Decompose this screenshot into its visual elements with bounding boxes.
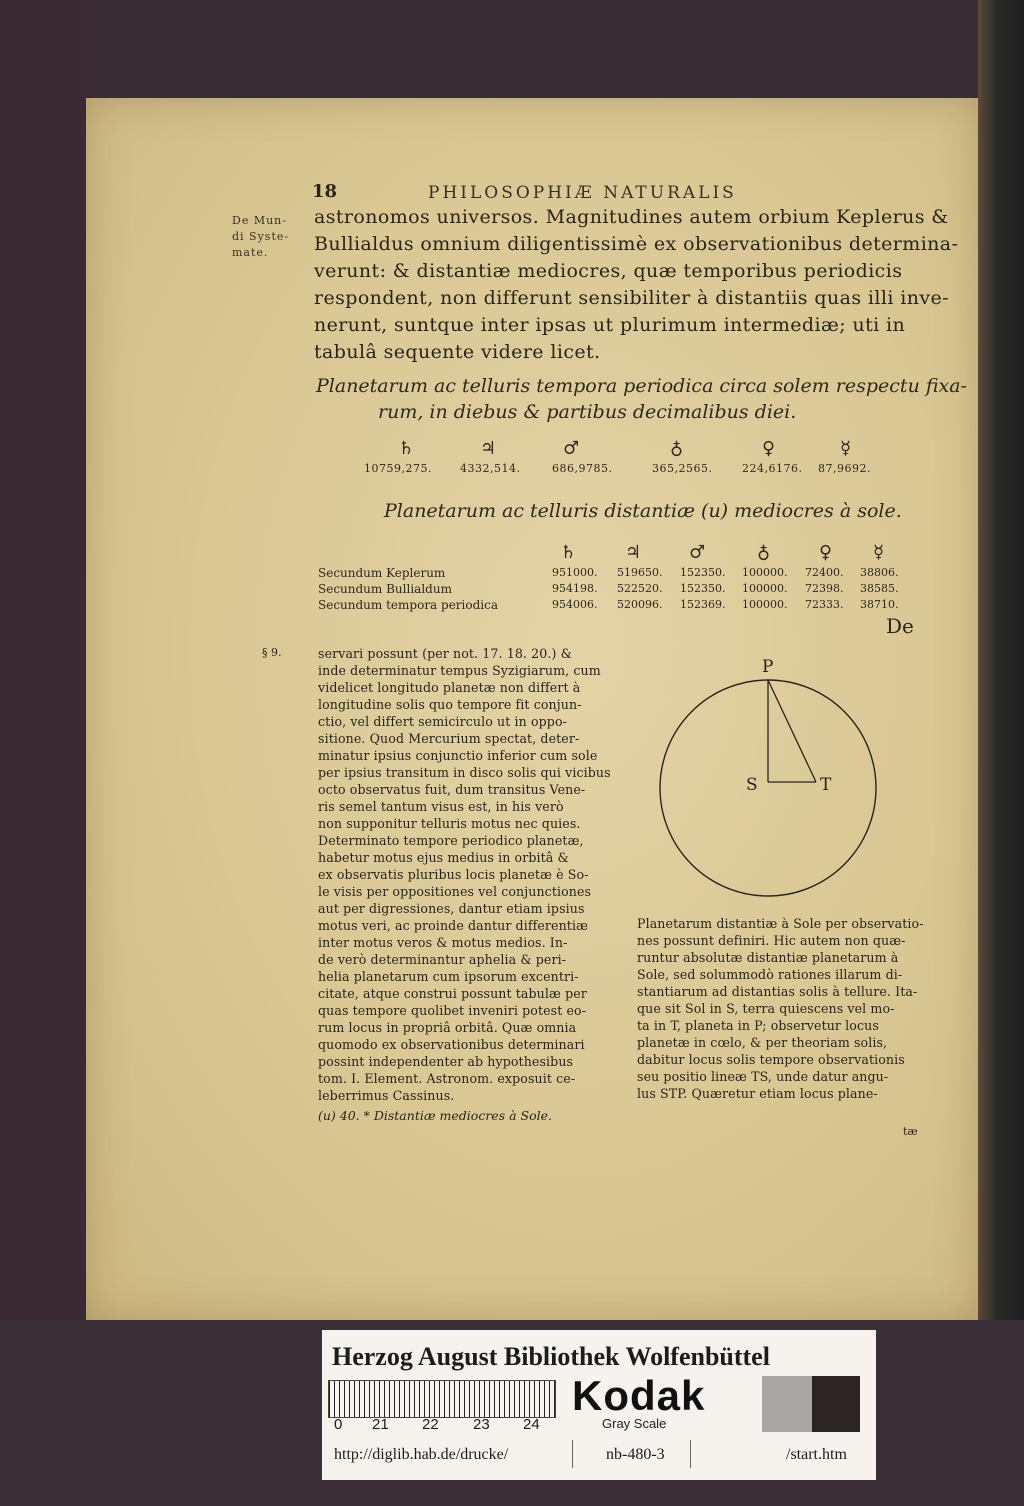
line-pt [768, 680, 816, 782]
period-value: 87,9692. [818, 462, 871, 475]
table2-caption: Planetarum ac telluris distantiæ (u) mediocres à sole. [384, 500, 902, 522]
body-line: respondent, non differunt sensibiliter à distantiis quas illi inve- [314, 287, 949, 309]
left-column-line: citate, atque construi possunt tabulæ per [318, 986, 587, 1001]
left-column-line: quomodo ex observationibus determinari [318, 1037, 585, 1052]
left-column-line: le visis per oppositiones vel conjunctiones [318, 884, 592, 899]
footnote: (u) 40. * Distantiæ mediocres à Sole. [318, 1108, 552, 1123]
scale-number: 23 [473, 1416, 490, 1433]
label-t: T [820, 775, 832, 795]
section-mark: § 9. [262, 646, 282, 659]
distance-cell: 522520. [617, 582, 663, 595]
backdrop-right [978, 0, 1024, 1506]
distance-cell: 954006. [552, 598, 598, 611]
left-column-line: tom. I. Element. Astronom. exposuit ce- [318, 1071, 576, 1086]
row-label-periodica: Secundum tempora periodica [318, 598, 498, 612]
saturn-symbol: ♄ [398, 438, 415, 459]
right-column-line: Planetarum distantiæ à Sole per observatio- [637, 916, 924, 931]
body-line: tabulâ sequente videre licet. [314, 341, 601, 363]
left-column-line: ris semel tantum visus est, in his verò [318, 799, 564, 814]
period-value: 4332,514. [460, 462, 521, 475]
distance-cell: 72400. [805, 566, 844, 579]
black-patch [812, 1376, 860, 1432]
distance-cell: 72398. [805, 582, 844, 595]
right-column-line: seu positio lineæ TS, unde datur angu- [637, 1069, 889, 1084]
left-column-line: aut per digressiones, dantur etiam ipsius [318, 901, 585, 916]
body-line: astronomos universos. Magnitudines autem orbium Keplerus & [314, 206, 949, 228]
left-column-line: videlicet longitudo planetæ non differt à [318, 680, 581, 695]
left-column-line: inter motus veros & motus medios. In- [318, 935, 568, 950]
row-label-keplerus: Secundum Keplerum [318, 566, 446, 580]
backdrop-top [0, 0, 1024, 100]
jupiter-symbol: ♃ [625, 542, 642, 563]
left-column-line: motus veri, ac proinde dantur differentiæ [318, 918, 589, 933]
running-head: PHILOSOPHIÆ NATURALIS [428, 183, 737, 203]
left-column-line: ctio, vel differt semicirculo ut in oppo- [318, 714, 568, 729]
distance-cell: 72333. [805, 598, 844, 611]
right-column-line: runtur absolutæ distantiæ planetarum à [637, 950, 899, 965]
catchword-top: De [886, 614, 914, 638]
left-column-line: de verò determinantur aphelia & peri- [318, 952, 567, 967]
mercury-symbol: ☿ [873, 542, 885, 563]
scale-number: 22 [422, 1416, 439, 1433]
distance-cell: 38806. [860, 566, 899, 579]
right-column-line: Sole, sed solummodò rationes illarum di- [637, 967, 903, 982]
gray-patch [762, 1376, 812, 1432]
distance-cell: 951000. [552, 566, 598, 579]
distance-cell: 100000. [742, 582, 788, 595]
distance-cell: 520096. [617, 598, 663, 611]
left-column-line: possint independenter ab hypothesibus [318, 1054, 574, 1069]
scale-number: 0 [334, 1416, 343, 1433]
left-column-line: habetur motus ejus medius in orbitâ & [318, 850, 569, 865]
mercury-symbol: ☿ [840, 438, 852, 459]
left-column-line: non supponitur telluris motus nec quies. [318, 816, 581, 831]
left-column-line: Determinato tempore periodico planetæ, [318, 833, 584, 848]
left-column-line: longitudine solis quo tempore fit conjun- [318, 697, 582, 712]
right-column-line: lus STP. Quæretur etiam locus plane- [637, 1086, 878, 1101]
left-column-line: helia planetarum cum ipsorum excentri- [318, 969, 579, 984]
backdrop-left [0, 0, 86, 1506]
left-column-line: per ipsius transitum in disco solis qui vicibus [318, 765, 611, 780]
gray-scale-label: Gray Scale [602, 1416, 667, 1431]
body-line: verunt: & distantiæ mediocres, quæ temporibus periodicis [314, 260, 903, 282]
distance-cell: 100000. [742, 566, 788, 579]
earth-symbol: ♁ [757, 542, 771, 563]
distance-cell: 954198. [552, 582, 598, 595]
body-line: nerunt, suntque inter ipsas ut plurimum intermediæ; uti in [314, 314, 906, 336]
left-column-line: inde determinatur tempus Syzigiarum, cum [318, 663, 601, 678]
left-column-line: quas tempore quolibet inveniri potest eo- [318, 1003, 587, 1018]
url-right[interactable]: /start.htm [786, 1446, 847, 1463]
distance-cell: 152369. [680, 598, 726, 611]
right-column-line: planetæ in cœlo, & per theoriam solis, [637, 1035, 888, 1050]
body-line: Bullialdus omnium diligentissimè ex observationibus determina- [314, 233, 959, 255]
page-number: 18 [312, 181, 338, 202]
orbit-diagram [654, 648, 884, 908]
right-column-line: nes possunt definiri. Hic autem non quæ- [637, 933, 906, 948]
period-value: 224,6176. [742, 462, 803, 475]
catchword-bottom: tæ [903, 1125, 918, 1138]
url-left[interactable]: http://diglib.hab.de/drucke/ [334, 1446, 509, 1463]
distance-cell: 152350. [680, 566, 726, 579]
venus-symbol: ♀ [762, 438, 776, 459]
distance-cell: 100000. [742, 598, 788, 611]
saturn-symbol: ♄ [560, 542, 577, 563]
left-column-line: servari possunt (per not. 17. 18. 20.) & [318, 646, 572, 661]
kodak-logo: Kodak [572, 1372, 706, 1419]
url-separator [572, 1440, 573, 1468]
period-value: 686,9785. [552, 462, 613, 475]
right-column-line: ta in T, planeta in P; observetur locus [637, 1018, 879, 1033]
margin-note-line: De Mun- [232, 214, 287, 227]
left-column-line: leberrimus Cassinus. [318, 1088, 455, 1103]
label-s: S [746, 775, 758, 795]
right-column-line: dabitur locus solis tempore observationis [637, 1052, 905, 1067]
url-separator [690, 1440, 691, 1468]
left-column-line: sitione. Quod Mercurium spectat, deter- [318, 731, 580, 746]
venus-symbol: ♀ [819, 542, 833, 563]
left-column-line: ex observatis pluribus locis planetæ è So- [318, 867, 589, 882]
left-column-line: minatur ipsius conjunctio inferior cum sole [318, 748, 598, 763]
distance-cell: 519650. [617, 566, 663, 579]
scale-number: 21 [372, 1416, 389, 1433]
distance-cell: 152350. [680, 582, 726, 595]
ruler-scale [328, 1380, 556, 1418]
label-p: P [762, 657, 774, 677]
right-column-line: que sit Sol in S, terra quiescens vel mo- [637, 1001, 895, 1016]
mars-symbol: ♂ [563, 438, 580, 459]
jupiter-symbol: ♃ [480, 438, 497, 459]
table1-caption: rum, in diebus & partibus decimalibus diei. [378, 401, 797, 423]
mars-symbol: ♂ [689, 542, 706, 563]
library-name: Herzog August Bibliothek Wolfenbüttel [332, 1342, 770, 1371]
url-id[interactable]: nb-480-3 [606, 1446, 665, 1463]
distance-cell: 38585. [860, 582, 899, 595]
row-label-bullialdus: Secundum Bullialdum [318, 582, 452, 596]
margin-note-line: mate. [232, 246, 269, 259]
right-column-line: stantiarum ad distantias solis à tellure. Ita- [637, 984, 918, 999]
distance-cell: 38710. [860, 598, 899, 611]
period-value: 365,2565. [652, 462, 713, 475]
scale-number: 24 [523, 1416, 540, 1433]
margin-note-line: di Syste- [232, 230, 290, 243]
period-value: 10759,275. [364, 462, 432, 475]
left-column-line: octo observatus fuit, dum transitus Vene- [318, 782, 586, 797]
left-column-line: rum locus in propriâ orbitâ. Quæ omnia [318, 1020, 577, 1035]
table1-caption: Planetarum ac telluris tempora periodica circa solem respectu fixa- [316, 375, 967, 397]
earth-symbol: ♁ [670, 438, 684, 459]
